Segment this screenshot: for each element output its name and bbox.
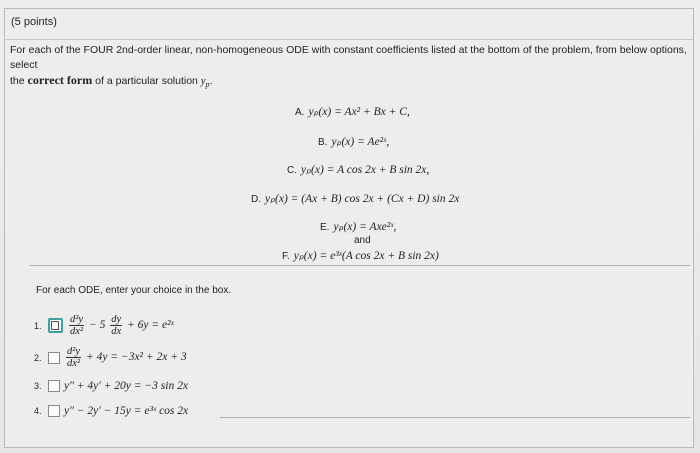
fraction [69,314,84,337]
points-label: (5 points) [11,16,57,28]
answer-input-4[interactable] [48,405,60,417]
fraction-denominator: dx² [67,358,81,369]
answer-input-1[interactable] [48,318,63,333]
divider [30,265,690,266]
ode-number: 1. [34,320,42,331]
prompt-line-2 [10,73,690,92]
option-expr: yₚ(x) = Axe²ˣ, [333,221,397,233]
ode-equation: y″ + 4y′ + 20y = −3 sin 2x [64,380,188,392]
prompt-bold: correct form [27,73,93,87]
ode-equation [64,346,187,369]
question-prompt [10,43,690,92]
prompt-text-2: of a particular solution [92,75,201,87]
option-b [318,134,389,148]
ode-number: 3. [34,381,42,391]
option-expr: yₚ(x) = Ae²ˣ, [331,136,390,148]
fraction-numerator: d²y [67,346,81,357]
option-f [282,248,439,262]
fraction [110,314,122,337]
option-label: E. [320,222,330,233]
option-expr: yₚ(x) = e³ˣ(A cos 2x + B sin 2x) [293,250,439,262]
option-label: A. [295,107,305,118]
fraction [66,346,81,369]
option-e [320,219,396,233]
ode-number: 4. [34,406,42,416]
question-header [5,9,693,40]
fraction-numerator: d²y [70,314,84,325]
ode-mid: − 5 [88,319,106,332]
instruction-text: For each ODE, enter your choice in the box. [36,285,232,296]
fraction-numerator: dy [111,314,122,325]
option-label: F. [282,251,290,262]
ode-rest: + 4y = −3x² + 2x + 3 [85,351,187,364]
answer-input-3[interactable] [48,380,60,392]
prompt-var: y [200,76,206,87]
option-label: B. [318,137,328,148]
ode-row-2 [34,346,187,369]
prompt-end: . [209,75,213,87]
ode-equation: y″ − 2y′ − 15y = e³ˣ cos 2x [64,405,189,417]
option-label: C. [287,165,297,176]
option-c [287,162,429,176]
ode-rest: + 6y = e²ˣ [127,319,174,332]
prompt-text: the [10,75,28,87]
answer-input-2[interactable] [48,352,60,364]
fraction-denominator: dx [111,326,122,337]
ode-row-3 [34,380,188,392]
option-a [295,104,410,118]
option-label: D. [251,194,261,205]
ode-row-1 [34,314,174,337]
option-expr: yₚ(x) = A cos 2x + B sin 2x, [301,164,430,176]
text-cursor-icon [51,321,59,330]
prompt-sub: p [205,80,210,90]
option-expr: yₚ(x) = Ax² + Bx + C, [308,106,410,118]
option-d [251,191,459,205]
ode-row-4 [34,405,188,417]
option-expr: yₚ(x) = (Ax + B) cos 2x + (Cx + D) sin 2x [265,193,460,205]
prompt-line-1: For each of the FOUR 2nd-order linear, non-homogeneous ODE with constant coefficients listed at the bottom of the problem, from below options, select [10,44,687,71]
and-text: and [354,235,371,246]
divider [220,417,690,418]
ode-equation [67,314,174,337]
ode-number: 2. [34,352,42,363]
fraction-denominator: dx² [70,326,84,337]
